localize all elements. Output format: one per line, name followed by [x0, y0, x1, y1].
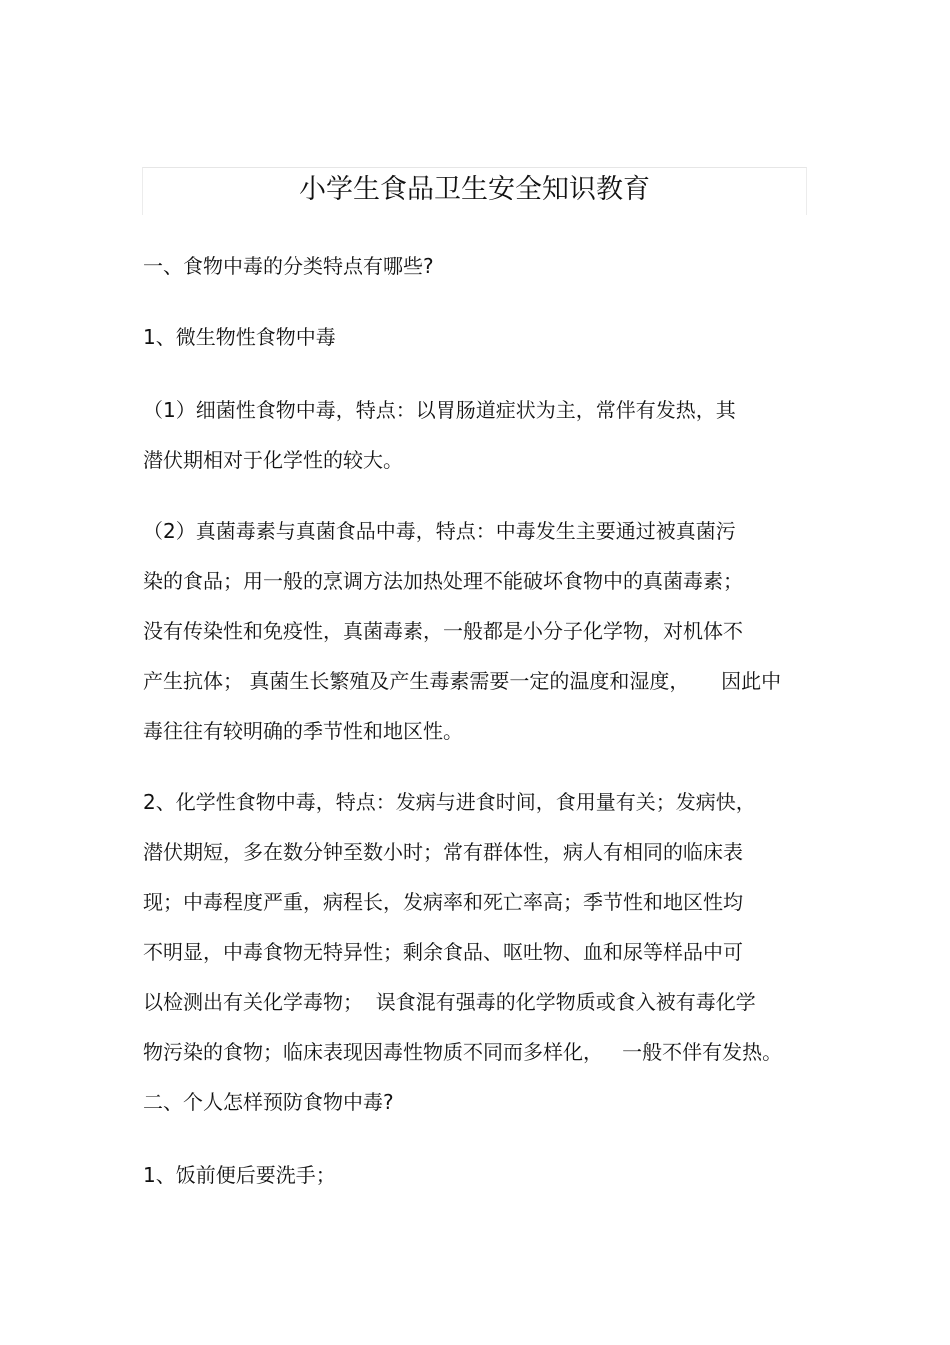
paragraph-line: 没有传染性和免疫性，真菌毒素，一般都是小分子化学物，对机体不 — [143, 619, 743, 643]
section-heading-2: 二、个人怎样预防食物中毒? — [143, 1090, 394, 1114]
paragraph-line: 潜伏期相对于化学性的较大。 — [143, 448, 403, 472]
paragraph-line: （2）真菌毒素与真菌食品中毒，特点：中毒发生主要通过被真菌污 — [143, 519, 736, 543]
paragraph-line: 不明显，中毒食物无特异性；剩余食品、呕吐物、血和尿等样品中可 — [143, 940, 743, 964]
list-item: 1、饭前便后要洗手； — [143, 1163, 336, 1187]
document-title: 小学生食品卫生安全知识教育 — [299, 174, 650, 205]
paragraph-line: 染的食品；用一般的烹调方法加热处理不能破坏食物中的真菌毒素； — [143, 569, 743, 593]
paragraph-line: 现；中毒程度严重，病程长，发病率和死亡率高；季节性和地区性均 — [143, 890, 743, 914]
paragraph-line: 产生抗体； 真菌生长繁殖及产生毒素需要一定的温度和湿度， 因此中 — [143, 669, 782, 693]
paragraph-line: 潜伏期短，多在数分钟至数小时；常有群体性，病人有相同的临床表 — [143, 840, 743, 864]
paragraph-line: 毒往往有较明确的季节性和地区性。 — [143, 719, 463, 743]
subsection-heading: 1、微生物性食物中毒 — [143, 325, 336, 349]
paragraph-line: 以检测出有关化学毒物； 误食混有强毒的化学物质或食入被有毒化学 — [143, 990, 756, 1014]
paragraph-line: （1）细菌性食物中毒，特点：以胃肠道症状为主，常伴有发热，其 — [143, 398, 736, 422]
paragraph-line: 2、化学性食物中毒，特点：发病与进食时间，食用量有关；发病快， — [143, 790, 756, 814]
section-heading-1: 一、食物中毒的分类特点有哪些? — [143, 254, 434, 278]
paragraph-line: 物污染的食物；临床表现因毒性物质不同而多样化， 一般不伴有发热。 — [143, 1040, 783, 1064]
